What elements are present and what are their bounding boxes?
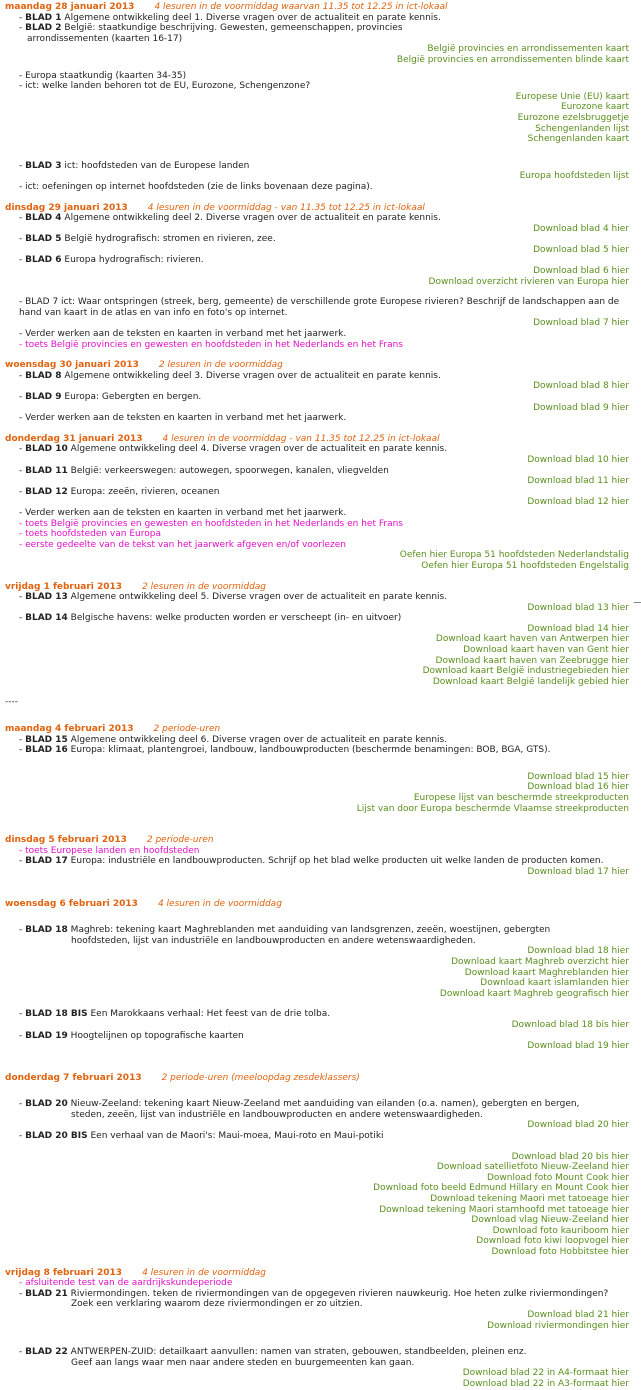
- day-header: [5, 835, 629, 846]
- download-link[interactable]: Download blad 12 hier: [527, 497, 629, 508]
- download-link[interactable]: Download blad 4 hier: [533, 223, 629, 234]
- download-link[interactable]: Download kaart haven van Gent hier: [463, 645, 629, 656]
- blad-continuation: Zoek een verklaring waarom deze riviermondingen er zo uitzien.: [71, 1299, 363, 1310]
- day-header: [5, 1073, 629, 1084]
- day-title: vrijdag 8 februari 2013: [5, 1267, 123, 1278]
- blad-item: - BLAD 19 Hoogtelijnen op topografische kaarten: [19, 1030, 244, 1041]
- separator: ----: [5, 697, 18, 708]
- day-note: 4 lesuren in de voormiddag waarvan 11.35 tot 12.25 in ict-lokaal: [154, 2, 448, 12]
- day-section: [5, 582, 629, 688]
- download-links: [5, 455, 629, 466]
- download-links: [5, 403, 629, 414]
- download-link[interactable]: Download kaart haven van Zeebrugge hier: [435, 655, 629, 666]
- download-link[interactable]: Download blad 14 hier: [527, 623, 629, 634]
- day-note: 2 lesuren in de voormiddag: [158, 360, 283, 371]
- blad-item: - BLAD 8 Algemene ontwikkeling deel 3. Diverse vragen over de actualiteit en parate kennis.: [19, 370, 441, 381]
- day-section: [5, 835, 629, 877]
- download-link[interactable]: Download blad 22 in A3-formaat hier: [462, 1378, 629, 1389]
- download-links: [5, 318, 629, 329]
- download-link[interactable]: Download vlag Nieuw-Zeeland hier: [471, 1215, 629, 1226]
- download-link[interactable]: Eurozone kaart: [560, 102, 629, 113]
- blad-item: - BLAD 18 BIS Een Marokkaans verhaal: Het feest van de drie tolba.: [19, 1009, 331, 1020]
- day-section: [5, 360, 629, 424]
- download-link[interactable]: Download kaart Maghreblanden hier: [464, 967, 629, 978]
- day-section: [5, 434, 629, 572]
- test-note: - eerste gedeelte van de tekst van het jaarwerk afgeven en/of voorlezen: [19, 539, 346, 550]
- blad-continuation: arrondissementen (kaarten 16-17): [27, 33, 183, 44]
- day-header: [5, 724, 629, 735]
- text-line: - Verder werken aan de teksten en kaarten in verband met het jaarwerk.: [19, 507, 347, 518]
- blad-item: - BLAD 5 België hydrografisch: stromen en rivieren, zee.: [19, 234, 276, 245]
- day-title: woensdag 30 januari 2013: [5, 360, 139, 371]
- download-link[interactable]: Download blad 20 bis hier: [511, 1151, 629, 1162]
- download-links: [5, 381, 629, 392]
- download-links: [5, 1152, 629, 1258]
- test-note: - toets België provincies en gewesten en hoofdsteden in het Nederlands en het Frans: [19, 518, 403, 529]
- download-link[interactable]: Europese Unie (EU) kaart: [515, 91, 629, 102]
- text-line: - ict: oefeningen op internet hoofdsteden (zie de links bovenaan deze pagina).: [19, 181, 373, 192]
- download-links: [5, 603, 629, 614]
- text-line: - Verder werken aan de teksten en kaarten in verband met het jaarwerk.: [19, 413, 347, 424]
- download-links: [5, 1368, 629, 1389]
- download-link[interactable]: Download blad 8 hier: [533, 381, 629, 392]
- download-links: [5, 624, 629, 688]
- download-link[interactable]: Download foto kiwi loopvogel hier: [476, 1236, 629, 1247]
- download-link[interactable]: Download foto beeld Edmund Hillary en Mount Cook hier: [373, 1183, 629, 1194]
- blad-item: - BLAD 20 Nieuw-Zeeland: tekening kaart Nieuw-Zeeland met aanduiding van eilanden (o.a. namen), gebergten en bergen,: [19, 1099, 580, 1110]
- download-link[interactable]: België provincies en arrondissementen kaart: [427, 44, 629, 55]
- day-note: 2 lesuren in de voormiddag: [142, 581, 267, 592]
- blad-item: - BLAD 13 Algemene ontwikkeling deel 5. Diverse vragen over de actualiteit en parate kennis.: [19, 592, 448, 603]
- download-links: [5, 772, 629, 814]
- download-link[interactable]: Download blad 13 hier: [527, 602, 629, 613]
- test-note: - toets België provincies en gewesten en hoofdsteden in het Nederlands en het Frans: [19, 339, 403, 350]
- blad-item: - BLAD 22 ANTWERPEN-ZUID: detailkaart aanvullen: namen van straten, gebouwen, standbeelden, pleinen enz.: [19, 1347, 527, 1358]
- blad-item: - BLAD 11 België: verkeerswegen: autowegen, spoorwegen, kanalen, vliegvelden: [19, 465, 389, 476]
- day-title: maandag 28 januari 2013: [5, 2, 135, 12]
- day-title: dinsdag 29 januari 2013: [5, 202, 128, 213]
- download-links: [5, 867, 629, 878]
- day-title: woensdag 6 februari 2013: [5, 898, 138, 909]
- download-link[interactable]: Download overzicht rivieren van Europa hier: [428, 276, 629, 287]
- download-link[interactable]: Download satellietfoto Nieuw-Zeeland hier: [436, 1162, 629, 1173]
- download-link[interactable]: Download blad 10 hier: [527, 454, 629, 465]
- download-link[interactable]: Schengenlanden kaart: [527, 134, 629, 145]
- test-note: - afsluitende test van de aardrijkskundeperiode: [19, 1278, 233, 1289]
- blad-item: - BLAD 18 Maghreb: tekening kaart Maghreblanden met aanduiding van landsgrenzen, zeeën, woestijnen, gebergten: [19, 925, 551, 936]
- day-note: 2 periode-uren: [153, 724, 221, 735]
- blad-item: - BLAD 16 Europa: klimaat, plantengroei, landbouw, landbouwproducten (beschermde benamingen: BOB, BGA, GTS).: [19, 745, 551, 756]
- download-link[interactable]: Download blad 19 hier: [527, 1041, 629, 1052]
- day-title: vrijdag 1 februari 2013: [5, 581, 123, 592]
- download-links: [5, 1310, 629, 1331]
- download-links: [5, 1120, 629, 1131]
- text-line: - Verder werken aan de teksten en kaarten in verband met het jaarwerk.: [19, 329, 347, 340]
- download-links: [5, 476, 629, 487]
- practice-link[interactable]: Oefen hier Europa 51 hoofdsteden Nederlandstalig: [399, 550, 629, 561]
- day-header: [5, 1268, 629, 1279]
- download-link[interactable]: Download foto Mount Cook hier: [486, 1172, 629, 1183]
- day-section: [5, 2, 629, 193]
- download-link[interactable]: Eurozone ezelsbruggetje: [517, 112, 629, 123]
- download-links: [5, 550, 629, 571]
- download-link[interactable]: Download blad 7 hier: [533, 318, 629, 329]
- download-link[interactable]: Download riviermondingen hier: [487, 1320, 629, 1331]
- download-link[interactable]: Europese lijst van beschermde streekproducten: [413, 793, 629, 803]
- day-note: 2 periode-uren (meeloopdag zesdeklassers): [161, 1072, 360, 1083]
- test-note: - toets Europese landen en hoofdsteden: [19, 845, 200, 856]
- download-link[interactable]: Download blad 15 hier: [527, 771, 629, 782]
- download-link[interactable]: Download blad 5 hier: [533, 244, 629, 255]
- download-link[interactable]: Lijst van door Europa beschermde Vlaamse streekproducten: [356, 803, 629, 814]
- download-link[interactable]: Download blad 9 hier: [533, 402, 629, 413]
- day-title: donderdag 7 februari 2013: [5, 1072, 142, 1083]
- day-note: 4 lesuren in de voormiddag - van 11.35 tot 12.25 in ict-lokaal: [162, 433, 440, 444]
- download-links: [5, 497, 629, 508]
- day-section: [5, 724, 629, 814]
- download-link[interactable]: Download tekening Maori met tatoeage hier: [430, 1194, 629, 1205]
- day-header: [5, 434, 629, 445]
- download-link[interactable]: Download blad 22 in A4-formaat hier: [462, 1368, 629, 1379]
- test-note: - toets hoofdsteden van Europa: [19, 529, 161, 540]
- day-section: [5, 899, 629, 1052]
- blad-item: - BLAD 14 Belgische havens: welke producten worden er verscheept (in- en uitvoer): [19, 613, 402, 624]
- blad-continuation: steden, zeeën, lijst van industriële en landbouwproducten en andere wetenswaardigheden.: [71, 1109, 483, 1120]
- download-links: [5, 44, 629, 65]
- blad-item: - BLAD 3 ict: hoofdsteden van de Europese landen: [19, 160, 250, 171]
- download-link[interactable]: Schengenlanden lijst: [535, 123, 629, 134]
- blad-item: - BLAD 17 Europa: industriële en landbouwproducten. Schrijf op het blad welke producten uit welke landen de producten komen.: [19, 856, 604, 867]
- blad-item: - BLAD 7 ict: Waar ontspringen (streek, berg, gemeente) de verschillende grote Europese rivieren? Beschrijf de landschappen aan de hand van kaart in de atlas en van info en foto's op internet.: [19, 297, 620, 318]
- blad-item: - BLAD 12 Europa: zeeën, rivieren, oceanen: [19, 486, 220, 497]
- download-link[interactable]: Download kaart België landelijk gebied hier: [432, 676, 629, 687]
- download-link[interactable]: Download blad 11 hier: [527, 476, 629, 487]
- day-note: 4 lesuren in de voormiddag - van 11.35 tot 12.25 in ict-lokaal: [147, 202, 425, 213]
- day-header: [5, 582, 629, 593]
- download-links: [5, 224, 629, 235]
- day-title: donderdag 31 januari 2013: [5, 433, 143, 444]
- day-title: dinsdag 5 februari 2013: [5, 835, 127, 846]
- blad-item: - BLAD 2 België: staatkundige beschrijving. Gewesten, gemeenschappen, provincies: [19, 23, 403, 34]
- download-link[interactable]: Download blad 17 hier: [527, 866, 629, 877]
- text-line: - Europa staatkundig (kaarten 34-35): [19, 70, 187, 81]
- blad-item: - BLAD 21 Riviermondingen. teken de riviermondingen van de opgegeven rivieren nauwkeurig. Hoe heten zulke riviermondingen?: [19, 1288, 609, 1299]
- download-link[interactable]: Download kaart haven van Antwerpen hier: [435, 634, 629, 645]
- blad-item: - BLAD 15 Algemene ontwikkeling deel 6. Diverse vragen over de actualiteit en parate kennis.: [19, 734, 448, 745]
- download-link[interactable]: Download blad 21 hier: [527, 1309, 629, 1320]
- download-link[interactable]: Download blad 18 hier: [527, 946, 629, 957]
- day-section: [5, 1073, 629, 1258]
- download-links: [5, 1041, 629, 1052]
- day-header: [5, 360, 629, 371]
- download-link[interactable]: Download blad 16 hier: [527, 782, 629, 793]
- download-links: [5, 1020, 629, 1031]
- download-link[interactable]: Download blad 6 hier: [533, 266, 629, 277]
- download-link[interactable]: Download kaart Maghreb overzicht hier: [451, 956, 629, 967]
- blad-item: - BLAD 4 Algemene ontwikkeling deel 2. Diverse vragen over de actualiteit en parate kennis.: [19, 213, 441, 224]
- download-links: [5, 245, 629, 256]
- download-link[interactable]: Download blad 18 bis hier: [511, 1019, 629, 1030]
- practice-link[interactable]: Oefen hier Europa 51 hoofdsteden Engelstalig: [421, 560, 629, 571]
- blad-item: - BLAD 9 Europa: Gebergten en bergen.: [19, 392, 202, 402]
- download-links: [5, 266, 629, 287]
- day-header: [5, 899, 629, 910]
- day-title: maandag 4 februari 2013: [5, 724, 134, 735]
- day-section: [5, 203, 629, 351]
- blad-item: - BLAD 6 Europa hydrografisch: rivieren.: [19, 255, 204, 266]
- download-link[interactable]: Download kaart België industriegebieden hier: [422, 666, 629, 677]
- download-link[interactable]: België provincies en arrondissementen blinde kaart: [396, 54, 629, 65]
- download-link[interactable]: Download foto kauriboom hier: [492, 1225, 629, 1236]
- download-links: [5, 92, 629, 145]
- download-link[interactable]: Europa hoofdsteden lijst: [519, 171, 629, 182]
- download-links: [5, 946, 629, 999]
- day-note: 4 lesuren in de voormiddag: [157, 898, 282, 909]
- download-links: [5, 171, 629, 182]
- blad-continuation: Geef aan langs waar men naar andere steden en buurgemeenten kan gaan.: [71, 1357, 415, 1368]
- day-note: 4 lesuren in de voormiddag: [142, 1267, 267, 1278]
- day-note: 2 periode-uren: [146, 835, 214, 846]
- scroll-marker: [634, 602, 641, 603]
- download-link[interactable]: Download kaart Maghreb geografisch hier: [439, 988, 629, 999]
- download-link[interactable]: Download blad 20 hier: [527, 1120, 629, 1131]
- day-section: [5, 1268, 629, 1390]
- download-link[interactable]: Download tekening Maori stamhoofd met tatoeage hier: [379, 1204, 629, 1215]
- text-line: - ict: welke landen behoren tot de EU, Eurozone, Schengenzone?: [19, 81, 311, 92]
- blad-item: - BLAD 10 Algemene ontwikkeling deel 4. Diverse vragen over de actualiteit en parate kennis.: [19, 444, 448, 455]
- day-header: [5, 2, 629, 13]
- day-header: [5, 203, 629, 214]
- blad-continuation: hoofdsteden, lijst van industriële en landbouwproducten en andere wetenswaardigheden.: [71, 935, 476, 946]
- download-link[interactable]: Download kaart islamlanden hier: [480, 978, 629, 989]
- blad-item: - BLAD 1 Algemene ontwikkeling deel 1. Diverse vragen over de actualiteit en parate kennis.: [19, 12, 441, 23]
- blad-item: - BLAD 20 BIS Een verhaal van de Maori's: Maui-moea, Maui-roto en Maui-potiki: [19, 1131, 384, 1142]
- download-link[interactable]: Download foto Hobbitstee hier: [491, 1247, 629, 1257]
